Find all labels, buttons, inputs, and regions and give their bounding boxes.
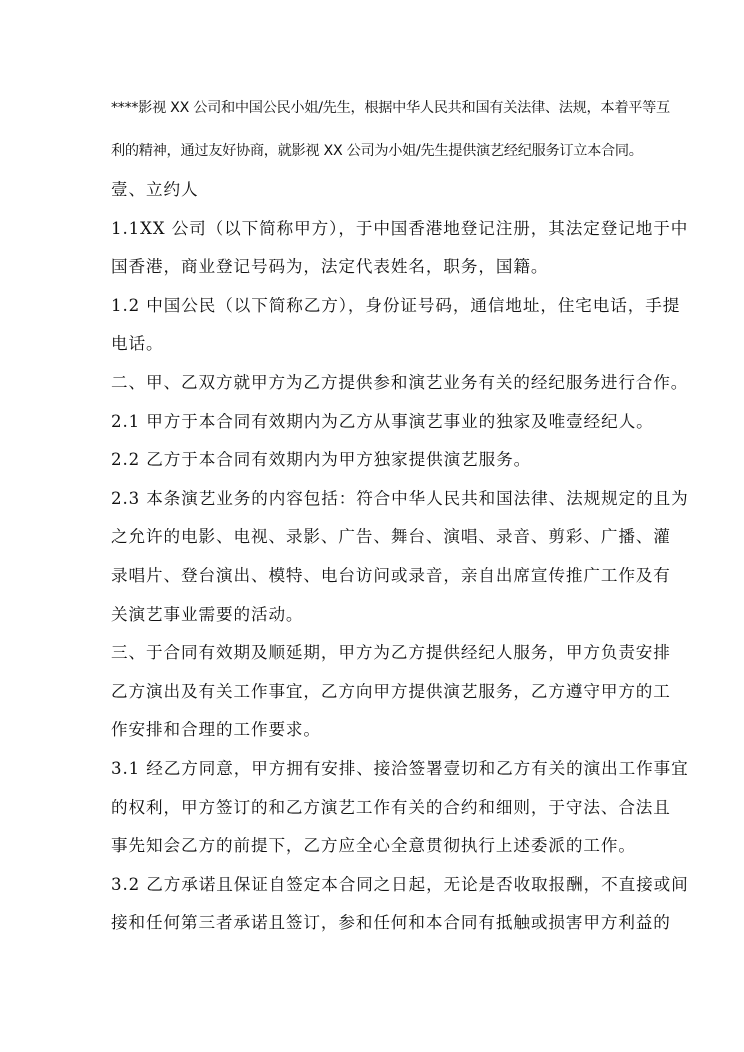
body-line: 事先知会乙方的前提下，乙方应全心全意贯彻执行上述委派的工作。 bbox=[111, 836, 636, 856]
body-line: 录唱片、登台演出、模特、电台访问或录音，亲自出席宣传推广工作及有 bbox=[111, 566, 671, 585]
intro-line: 利的精神，通过友好协商，就影视 XX 公司为小姐/先生提供演艺经纪服务订立本合同。 bbox=[111, 143, 643, 159]
body-line: 2.3 本条演艺业务的内容包括：符合中华人民共和国法律、法规规定的且为 bbox=[111, 488, 689, 508]
body-line: 乙方演出及有关工作事宜，乙方向甲方提供演艺服务，乙方遵守甲方的工 bbox=[111, 681, 671, 701]
body-line: 接和任何第三者承诺且签订，参和任何和本合同有抵触或损害甲方利益的 bbox=[111, 913, 671, 933]
body-line: 1.2 中国公民（以下简称乙方），身份证号码，通信地址，住宅电话，手提 bbox=[111, 295, 681, 315]
body-line: 2.2 乙方于本合同有效期内为甲方独家提供演艺服务。 bbox=[111, 450, 532, 470]
body-line: 国香港，商业登记号码为，法定代表姓名，职务，国籍。 bbox=[111, 257, 549, 277]
body-line: 1.1XX 公司（以下简称甲方），于中国香港地登记注册，其法定登记地于中 bbox=[111, 218, 689, 238]
body-line: 3.2 乙方承诺且保证自签定本合同之日起，无论是否收取报酬，不直接或间 bbox=[111, 874, 689, 894]
body-line: 关演艺事业需要的活动。 bbox=[111, 604, 304, 624]
body-line: 三、于合同有效期及顺延期，甲方为乙方提供经纪人服务，甲方负责安排 bbox=[111, 643, 671, 663]
body-line: 壹、立约人 bbox=[111, 180, 199, 199]
body-line: 二、甲、乙双方就甲方为乙方提供参和演艺业务有关的经纪服务进行合作。 bbox=[111, 373, 689, 392]
body-line: 电话。 bbox=[111, 334, 164, 354]
body-line: 3.1 经乙方同意，甲方拥有安排、接洽签署壹切和乙方有关的演出工作事宜 bbox=[111, 759, 689, 778]
body-line: 作安排和合理的工作要求。 bbox=[111, 720, 321, 740]
body-line: 的权利，甲方签订的和乙方演艺工作有关的合约和细则，于守法、合法且 bbox=[111, 797, 671, 817]
body-line: 之允许的电影、电视、录影、广告、舞台、演唱、录音、剪彩、广播、灌 bbox=[111, 527, 671, 547]
body-line: 2.1 甲方于本合同有效期内为乙方从事演艺事业的独家及唯壹经纪人。 bbox=[111, 411, 654, 431]
intro-line: ****影视 XX 公司和中国公民小姐/先生，根据中华人民共和国有关法律、法规，本着平等互 bbox=[111, 100, 670, 116]
